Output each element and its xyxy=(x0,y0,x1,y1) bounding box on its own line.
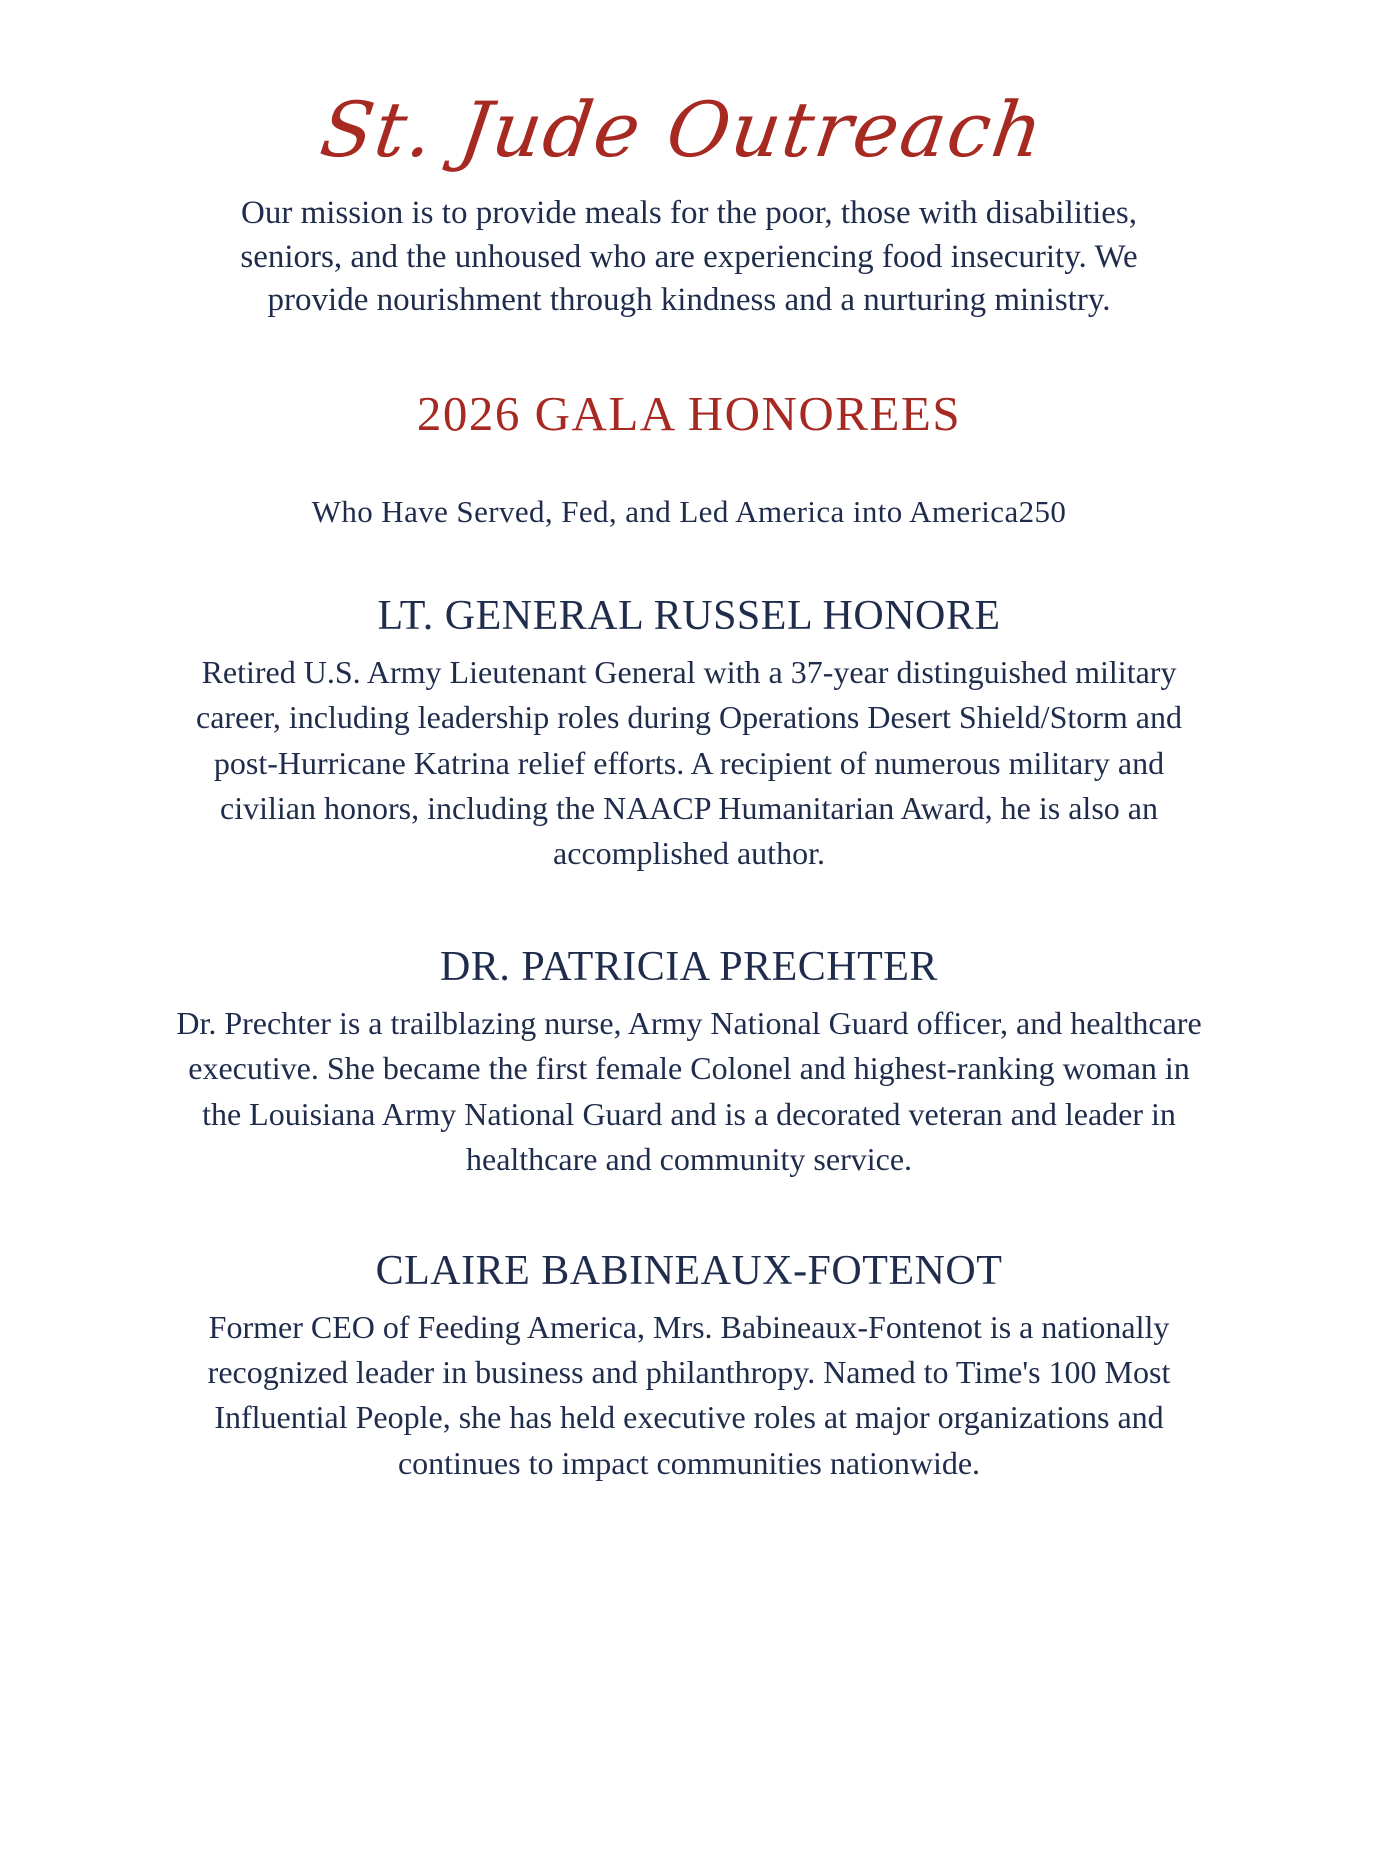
honoree-bio: Retired U.S. Army Lieutenant General with a 37-year distinguished military career, including leadership roles during Operations Desert Shield/Storm and post-Hurricane Katrina relief efforts. A recipient of numerous military and civilian honors, including the NAACP Humanitarian Award, he is also an accomplished author. xyxy=(196,653,1182,872)
honoree-bio: Dr. Prechter is a trailblazing nurse, Army National Guard officer, and healthcare executive. She became the first female Colonel and highest-ranking woman in the Louisiana Army National Guard and is a decorated veteran and leader in healthcare and community service. xyxy=(176,1004,1202,1178)
honoree-entry xyxy=(95,592,1283,877)
honoree-bio: Former CEO of Feeding America, Mrs. Babineaux-Fontenot is a nationally recognized leader in business and philanthropy. Named to Time's 100 Most Influential People, she has held executive roles at major organizations and continues to impact communities nationwide. xyxy=(207,1308,1171,1481)
honoree-name: DR. PATRICIA PRECHTER xyxy=(440,943,938,990)
honoree-entry xyxy=(95,1247,1283,1487)
honorees-subtitle: Who Have Served, Fed, and Led America into America250 xyxy=(311,493,1067,529)
honoree-name: CLAIRE BABINEAUX-FOTENOT xyxy=(375,1247,1003,1294)
honoree-name: LT. GENERAL RUSSEL HONORE xyxy=(377,592,1001,639)
gala-honorees-heading: 2026 GALA HONOREES xyxy=(416,385,962,441)
mission-statement: Our mission is to provide meals for the poor, those with disabilities, seniors, and the unhoused who are experiencing food insecurity. We provide nourishment through kindness and a nurturing ministry. xyxy=(240,195,1138,319)
honoree-entry xyxy=(95,943,1283,1183)
organization-title: St. Jude Outreach xyxy=(315,85,1050,174)
